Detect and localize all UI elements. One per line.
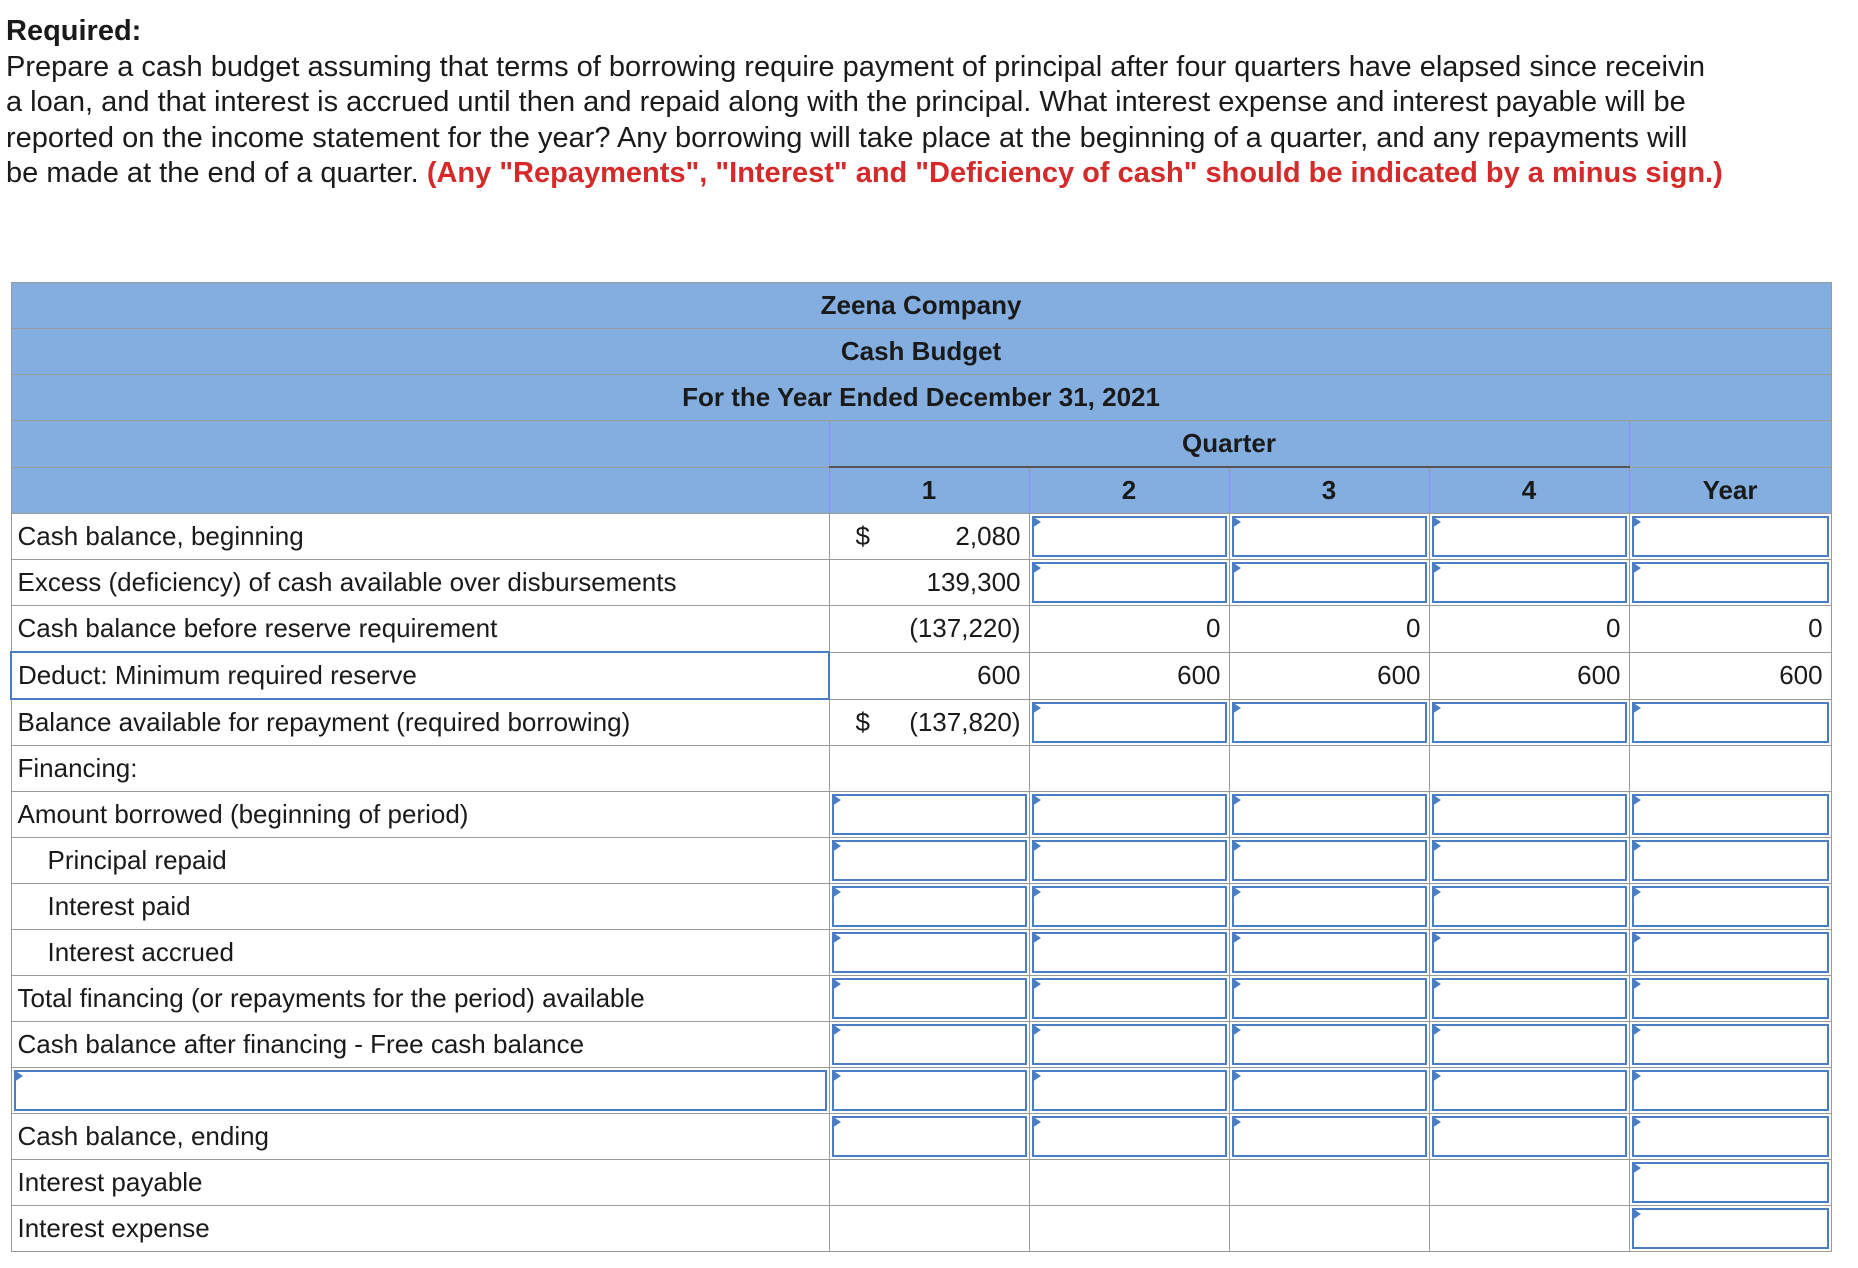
col-q4: 4 [1429, 467, 1629, 514]
borrowed-q3-input[interactable] [1229, 792, 1429, 838]
input-marker-icon [1632, 1024, 1641, 1036]
header-blank-cell [11, 421, 829, 468]
interest-paid-year-input[interactable] [1629, 884, 1831, 930]
empty-cell [1429, 746, 1629, 792]
company-name: Zeena Company [11, 283, 1831, 329]
col-q3: 3 [1229, 467, 1429, 514]
borrowed-q4-input[interactable] [1429, 792, 1629, 838]
input-marker-icon [14, 1070, 23, 1082]
after-financing-q4-input[interactable] [1429, 1022, 1629, 1068]
before-reserve-q3: 0 [1229, 606, 1429, 653]
available-q2-input[interactable] [1029, 699, 1229, 746]
cash-beginning-q1 [829, 514, 1029, 560]
interest-accrued-q1-input[interactable] [829, 930, 1029, 976]
ending-q2-input[interactable] [1029, 1114, 1229, 1160]
row-label: Cash balance, ending [11, 1114, 829, 1160]
input-marker-icon [1632, 562, 1641, 574]
instruction-line-4-text: be made at the end of a quarter. [6, 157, 427, 189]
row-label: Total financing (or repayments for the period) available [11, 976, 829, 1022]
row-label: Interest paid [11, 884, 829, 930]
empty-cell [1229, 746, 1429, 792]
input-marker-icon [1032, 840, 1041, 852]
after-financing-q2-input[interactable] [1029, 1022, 1229, 1068]
input-marker-icon [1232, 840, 1241, 852]
header-label-blank [11, 467, 829, 514]
row-before-reserve [11, 606, 1831, 653]
borrowed-q1-input[interactable] [829, 792, 1029, 838]
row-label: Cash balance, beginning [11, 514, 829, 560]
input-marker-icon [1432, 1070, 1441, 1082]
principal-q4-input[interactable] [1429, 838, 1629, 884]
total-financing-q2-input[interactable] [1029, 976, 1229, 1022]
input-marker-icon [1032, 1024, 1041, 1036]
blank-year-input[interactable] [1629, 1068, 1831, 1114]
min-reserve-q3: 600 [1229, 652, 1429, 699]
interest-paid-q4-input[interactable] [1429, 884, 1629, 930]
before-reserve-year: 0 [1629, 606, 1831, 653]
required-heading: Required: [6, 15, 142, 47]
input-marker-icon [1632, 1162, 1641, 1174]
input-marker-icon [1032, 932, 1041, 944]
input-marker-icon [1232, 794, 1241, 806]
row-label: Cash balance after financing - Free cash balance [11, 1022, 829, 1068]
interest-payable-year-input[interactable] [1629, 1160, 1831, 1206]
cash-beginning-q1-value: 2,080 [955, 521, 1021, 551]
borrowed-q2-input[interactable] [1029, 792, 1229, 838]
input-marker-icon [1432, 932, 1441, 944]
available-q3-input[interactable] [1229, 699, 1429, 746]
row-blank-input [11, 1068, 1831, 1114]
empty-cell [829, 1206, 1029, 1252]
principal-q3-input[interactable] [1229, 838, 1429, 884]
input-marker-icon [1232, 932, 1241, 944]
statement-title: Cash Budget [11, 329, 1831, 375]
input-marker-icon [832, 932, 841, 944]
row-cash-ending [11, 1114, 1831, 1160]
cash-beginning-q4-input[interactable] [1429, 514, 1629, 560]
total-financing-year-input[interactable] [1629, 976, 1831, 1022]
empty-cell [1029, 746, 1229, 792]
row-label: Cash balance before reserve requirement [11, 606, 829, 653]
interest-accrued-q4-input[interactable] [1429, 930, 1629, 976]
header-quarter-row [11, 421, 1831, 468]
principal-q2-input[interactable] [1029, 838, 1229, 884]
row-available [11, 699, 1831, 746]
row-cash-beginning [11, 514, 1831, 560]
before-reserve-q1: (137,220) [829, 606, 1029, 653]
excess-q1-value: 139,300 [829, 560, 1029, 606]
instruction-line-3: reported on the income statement for the year? Any borrowing will take place at the beginning of a quarter, and any repayments will [6, 121, 1688, 154]
empty-cell [1429, 1160, 1629, 1206]
excess-q4-input[interactable] [1429, 560, 1629, 606]
quarter-header: Quarter [829, 421, 1629, 468]
ending-q3-input[interactable] [1229, 1114, 1429, 1160]
instruction-line-2: a loan, and that interest is accrued until then and repaid along with the principal. What interest expense and interest payable will be [6, 86, 1686, 118]
minus-sign-note: (Any "Repayments", "Interest" and "Deficiency of cash" should be indicated by a minus sign.) [426, 157, 1723, 189]
row-after-financing [11, 1022, 1831, 1068]
min-reserve-q4: 600 [1429, 652, 1629, 699]
row-interest-payable [11, 1160, 1831, 1206]
empty-cell [829, 1160, 1029, 1206]
blank-q2-input[interactable] [1029, 1068, 1229, 1114]
blank-q1-input[interactable] [829, 1068, 1029, 1114]
input-marker-icon [1432, 702, 1441, 714]
input-marker-icon [1632, 1208, 1641, 1220]
header-year-blank [1629, 421, 1831, 468]
input-marker-icon [1632, 1070, 1641, 1082]
input-marker-icon [832, 1070, 841, 1082]
interest-paid-q1-input[interactable] [829, 884, 1029, 930]
row-label: Interest payable [11, 1160, 829, 1206]
after-financing-year-input[interactable] [1629, 1022, 1831, 1068]
input-marker-icon [1432, 1024, 1441, 1036]
excess-year-input[interactable] [1629, 560, 1831, 606]
input-marker-icon [1032, 516, 1041, 528]
input-marker-icon [1432, 516, 1441, 528]
input-marker-icon [1432, 840, 1441, 852]
col-q2: 2 [1029, 467, 1229, 514]
input-marker-icon [1032, 886, 1041, 898]
row-interest-accrued [11, 930, 1831, 976]
interest-paid-q2-input[interactable] [1029, 884, 1229, 930]
input-marker-icon [1632, 794, 1641, 806]
after-financing-q1-input[interactable] [829, 1022, 1029, 1068]
min-reserve-year: 600 [1629, 652, 1831, 699]
cash-budget-table [10, 282, 1830, 1252]
row-label: Interest expense [11, 1206, 829, 1252]
blank-q4-input[interactable] [1429, 1068, 1629, 1114]
row-min-reserve [11, 652, 1831, 699]
after-financing-q3-input[interactable] [1229, 1022, 1429, 1068]
row-label: Excess (deficiency) of cash available over disbursements [11, 560, 829, 606]
input-marker-icon [1432, 1116, 1441, 1128]
statement-period: For the Year Ended December 31, 2021 [11, 375, 1831, 421]
blank-q3-input[interactable] [1229, 1068, 1429, 1114]
input-marker-icon [1432, 886, 1441, 898]
row-label: Amount borrowed (beginning of period) [11, 792, 829, 838]
row-borrowed [11, 792, 1831, 838]
input-marker-icon [1232, 562, 1241, 574]
available-q1-value: (137,820) [909, 706, 1021, 737]
cash-beginning-year-input[interactable] [1629, 514, 1831, 560]
interest-paid-q3-input[interactable] [1229, 884, 1429, 930]
row-principal [11, 838, 1831, 884]
empty-cell [1029, 1160, 1229, 1206]
input-marker-icon [832, 886, 841, 898]
instruction-line-1: Prepare a cash budget assuming that terms of borrowing require payment of principal after four quarters have elapsed since receivin [6, 50, 1706, 83]
input-marker-icon [1032, 1116, 1041, 1128]
input-marker-icon [832, 1024, 841, 1036]
instruction-line-4 [6, 156, 1856, 192]
input-marker-icon [1032, 794, 1041, 806]
available-q1 [829, 699, 1029, 746]
available-year-input[interactable] [1629, 699, 1831, 746]
header-period-row [11, 375, 1831, 421]
input-marker-icon [1632, 702, 1641, 714]
row-label: Principal repaid [11, 838, 829, 884]
input-marker-icon [1232, 702, 1241, 714]
interest-accrued-year-input[interactable] [1629, 930, 1831, 976]
input-marker-icon [1632, 1116, 1641, 1128]
input-marker-icon [1032, 562, 1041, 574]
row-financing [11, 746, 1831, 792]
input-marker-icon [832, 978, 841, 990]
input-marker-icon [832, 1116, 841, 1128]
row-label: Financing: [11, 746, 829, 792]
before-reserve-q4: 0 [1429, 606, 1629, 653]
input-marker-icon [832, 840, 841, 852]
row-label: Interest accrued [11, 930, 829, 976]
min-reserve-q2: 600 [1029, 652, 1229, 699]
header-company-row [11, 283, 1831, 329]
input-marker-icon [1432, 794, 1441, 806]
input-marker-icon [1232, 886, 1241, 898]
min-reserve-label-input[interactable]: Deduct: Minimum required reserve [11, 652, 829, 699]
ending-q4-input[interactable] [1429, 1114, 1629, 1160]
input-marker-icon [1232, 1024, 1241, 1036]
input-marker-icon [1632, 932, 1641, 944]
input-marker-icon [1232, 516, 1241, 528]
row-total-financing [11, 976, 1831, 1022]
cash-beginning-q2-input[interactable] [1029, 514, 1229, 560]
input-marker-icon [1632, 886, 1641, 898]
blank-label-input[interactable] [11, 1068, 829, 1114]
input-marker-icon [1232, 978, 1241, 990]
col-q1: 1 [829, 467, 1029, 514]
currency-symbol: $ [855, 706, 870, 737]
interest-expense-year-input[interactable] [1629, 1206, 1831, 1252]
input-marker-icon [1232, 1116, 1241, 1128]
row-excess [11, 560, 1831, 606]
interest-accrued-q2-input[interactable] [1029, 930, 1229, 976]
empty-cell [1229, 1206, 1429, 1252]
cash-beginning-q3-input[interactable] [1229, 514, 1429, 560]
total-financing-q3-input[interactable] [1229, 976, 1429, 1022]
input-marker-icon [1032, 702, 1041, 714]
col-year: Year [1629, 467, 1831, 514]
input-marker-icon [1632, 978, 1641, 990]
row-interest-expense [11, 1206, 1831, 1252]
input-marker-icon [832, 794, 841, 806]
input-marker-icon [1232, 1070, 1241, 1082]
available-q4-input[interactable] [1429, 699, 1629, 746]
header-columns-row [11, 467, 1831, 514]
input-marker-icon [1432, 562, 1441, 574]
currency-symbol: $ [855, 521, 870, 551]
total-financing-q4-input[interactable] [1429, 976, 1629, 1022]
borrowed-year-input[interactable] [1629, 792, 1831, 838]
empty-cell [1229, 1160, 1429, 1206]
header-title-row [11, 329, 1831, 375]
input-marker-icon [1032, 978, 1041, 990]
empty-cell [1629, 746, 1831, 792]
empty-cell [829, 746, 1029, 792]
row-interest-paid [11, 884, 1831, 930]
ending-year-input[interactable] [1629, 1114, 1831, 1160]
interest-accrued-q3-input[interactable] [1229, 930, 1429, 976]
min-reserve-q1: 600 [829, 652, 1029, 699]
row-label: Balance available for repayment (required borrowing) [11, 699, 829, 746]
instructions [6, 14, 1856, 192]
principal-year-input[interactable] [1629, 838, 1831, 884]
input-marker-icon [1032, 1070, 1041, 1082]
ending-q1-input[interactable] [829, 1114, 1029, 1160]
input-marker-icon [1632, 840, 1641, 852]
excess-q2-input[interactable] [1029, 560, 1229, 606]
empty-cell [1029, 1206, 1229, 1252]
before-reserve-q2: 0 [1029, 606, 1229, 653]
input-marker-icon [1432, 978, 1441, 990]
excess-q3-input[interactable] [1229, 560, 1429, 606]
principal-q1-input[interactable] [829, 838, 1029, 884]
empty-cell [1429, 1206, 1629, 1252]
input-marker-icon [1632, 516, 1641, 528]
total-financing-q1-input[interactable] [829, 976, 1029, 1022]
